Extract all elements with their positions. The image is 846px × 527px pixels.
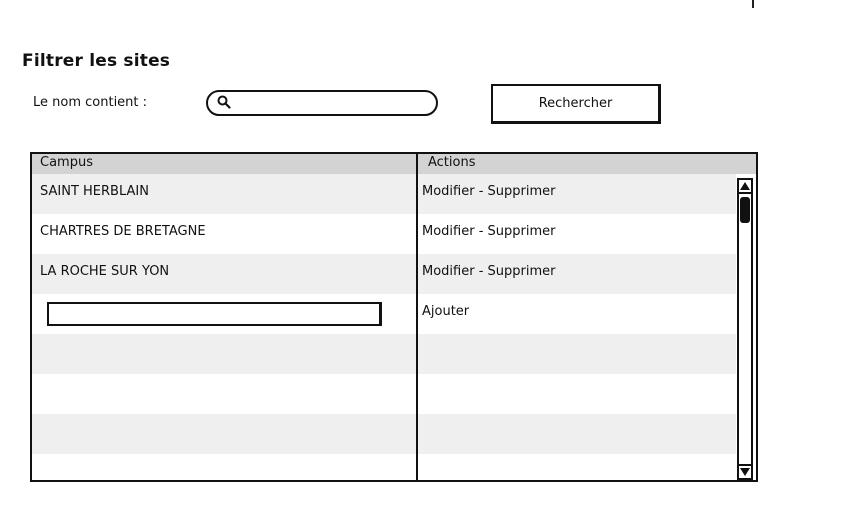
empty-row bbox=[32, 334, 736, 374]
empty-row bbox=[32, 414, 736, 454]
table-row bbox=[32, 254, 736, 294]
table-header bbox=[32, 154, 758, 174]
action-separator: - bbox=[474, 264, 488, 279]
table-row bbox=[32, 214, 736, 254]
row-actions bbox=[422, 184, 556, 199]
campus-table bbox=[30, 152, 758, 482]
action-separator: - bbox=[474, 224, 488, 239]
vertical-scrollbar[interactable] bbox=[737, 178, 753, 480]
column-header-actions: Actions bbox=[428, 155, 476, 170]
row-actions bbox=[422, 224, 556, 239]
campus-name: CHARTRES DE BRETAGNE bbox=[40, 224, 206, 239]
delete-link[interactable]: Supprimer bbox=[487, 184, 556, 199]
section-title: Filtrer les sites bbox=[22, 51, 171, 71]
filter-label: Le nom contient : bbox=[33, 95, 148, 110]
delete-link[interactable]: Supprimer bbox=[487, 264, 556, 279]
search-icon bbox=[217, 95, 231, 109]
scroll-thumb[interactable] bbox=[740, 197, 750, 223]
column-divider bbox=[416, 154, 418, 480]
campus-name: SAINT HERBLAIN bbox=[40, 184, 149, 199]
arrow-up-icon[interactable] bbox=[739, 180, 751, 194]
add-row bbox=[32, 294, 736, 334]
delete-link[interactable]: Supprimer bbox=[487, 224, 556, 239]
empty-row bbox=[32, 374, 736, 414]
table-row bbox=[32, 174, 736, 214]
campus-name: LA ROCHE SUR YON bbox=[40, 264, 170, 279]
column-header-campus: Campus bbox=[40, 155, 93, 170]
row-actions bbox=[422, 264, 556, 279]
empty-row bbox=[32, 454, 736, 482]
action-separator: - bbox=[474, 184, 488, 199]
arrow-down-icon[interactable] bbox=[739, 464, 751, 478]
new-campus-input[interactable] bbox=[47, 302, 382, 326]
add-link[interactable]: Ajouter bbox=[422, 304, 470, 319]
modify-link[interactable]: Modifier bbox=[422, 224, 475, 239]
search-button[interactable]: Rechercher bbox=[491, 84, 661, 124]
modify-link[interactable]: Modifier bbox=[422, 184, 475, 199]
top-edge-mark bbox=[752, 0, 754, 8]
search-box[interactable] bbox=[206, 90, 438, 116]
modify-link[interactable]: Modifier bbox=[422, 264, 475, 279]
search-input[interactable] bbox=[236, 94, 426, 112]
